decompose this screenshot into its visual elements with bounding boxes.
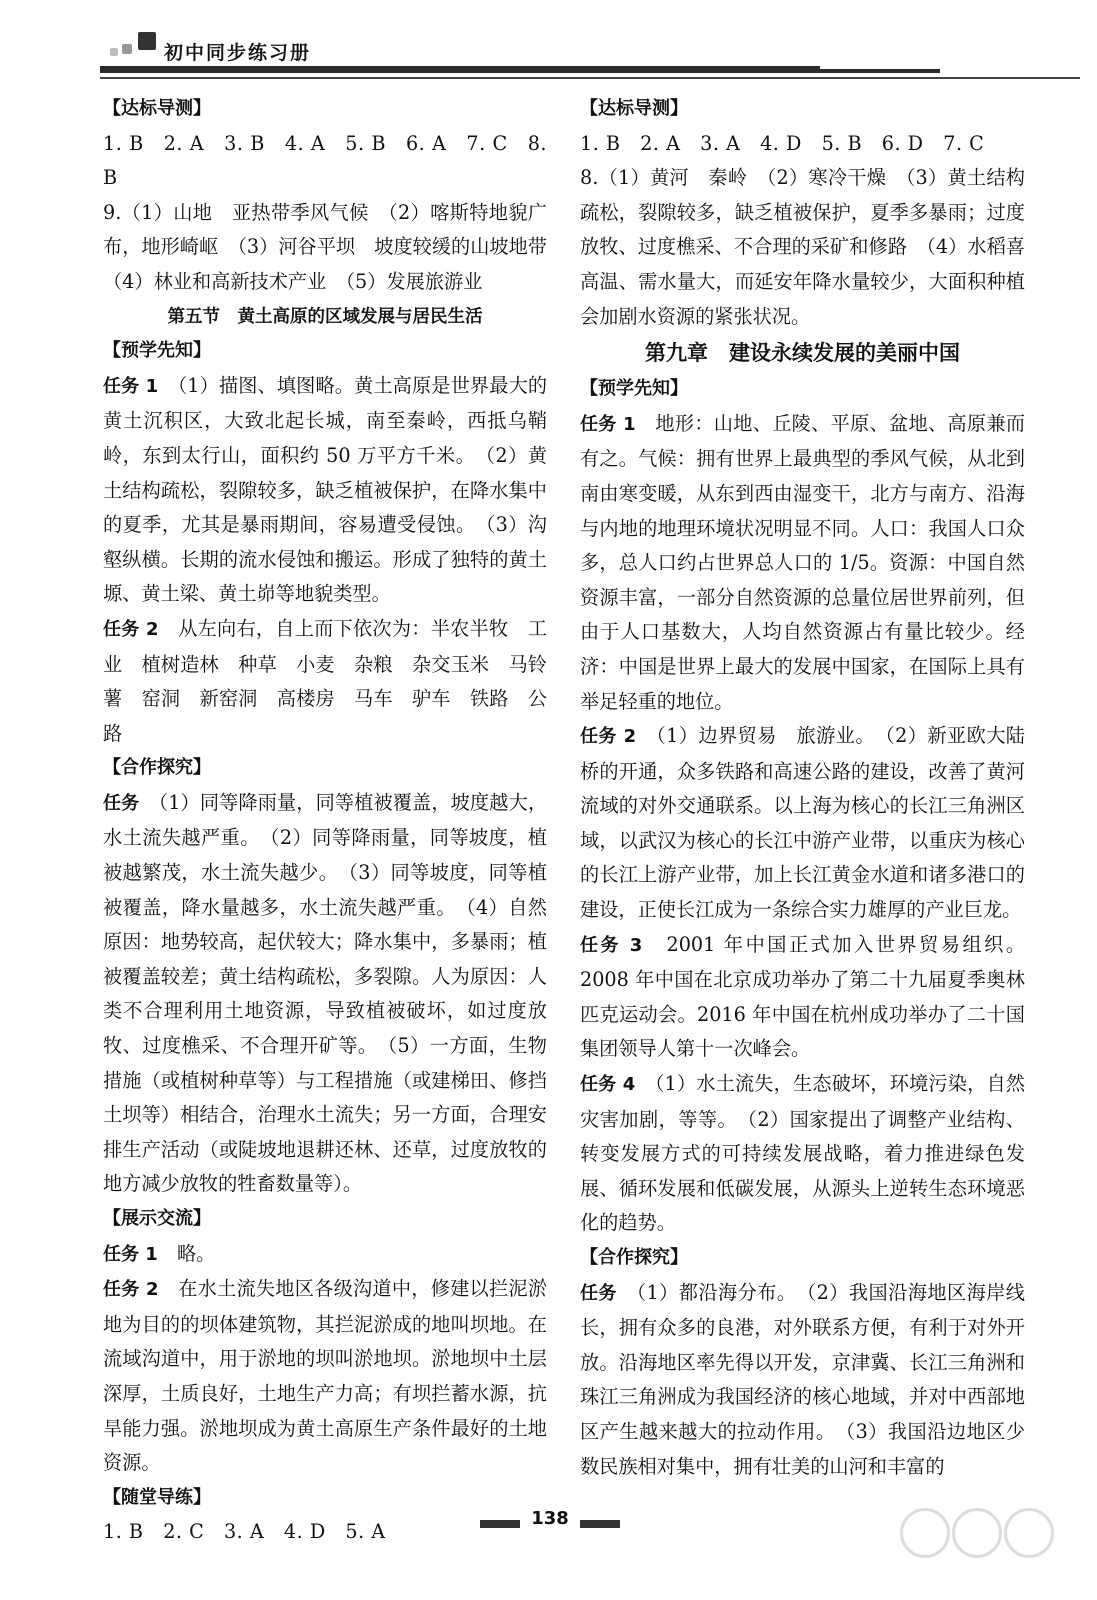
task-paragraph [103,786,547,1202]
page-footer [480,1506,620,1542]
task-paragraph [103,1272,547,1481]
book-title: 初中同步练习册 [164,42,312,64]
task-text: （1）描图、填图略。黄土高原是世界最大的黄土沉积区，大致北起长城，南至秦岭，西抵乌鞘岭，东到太行山，面积约 50 万平方千米。 （2）黄土结构疏松，裂隙较多，缺乏植被保护，在降水集中的夏季，尤其是暴雨期间，容易遭受侵蚀。 （3）沟壑纵横。长期的流水侵蚀和搬运。形成了独特的黄土塬、黄土梁、黄土峁等地貌类型。 [103,373,548,606]
task-text: （1）边界贸易 旅游业。 （2）新亚欧大陆桥的开通，众多铁路和高速公路的建设，改善了黄河流域的对外交通联系。以上海为核心的长江三角洲区域，以武汉为核心的长江中游产业带，以重庆为核心的长江上游产业带，加上长江黄金水道和诸多港口的建设，正使长江成为一条综合实力雄厚的产业巨龙。 [580,724,1025,922]
header-decoration [122,44,132,54]
task-paragraph [580,1276,1025,1485]
page-number: 138 [531,1508,569,1529]
task-text: 在水土流失地区各级沟道中，修建以拦泥淤地为目的的坝体建筑物，其拦泥淤成的地叫坝地。在流域沟道中，用于淤地的坝叫淤地坝。淤地坝中土层深厚，土质良好，土地生产力高；有坝拦蓄水源，抗旱能力强。淤地坝成为黄土高原生产条件最好的土地资源。 [103,1277,548,1475]
header-decoration [110,48,118,56]
task-tag: 任务 2 [103,1279,159,1301]
task-paragraph [580,719,1025,928]
task-text: 略。 [176,1241,216,1265]
header-rule [100,66,820,73]
task-tag: 任务 1 [580,413,636,435]
chapter-title: 第九章 建设永续发展的美丽中国 [645,341,960,366]
task-tag: 任务 1 [103,375,159,397]
section-label: 【达标导测】 [580,98,688,119]
task-text: （1）同等降雨量，同等植被覆盖，坡度越大，水土流失越严重。 （2）同等降雨量，同等坡度，植被越繁茂，水土流失越少。 （3）同等坡度，同等植被覆盖，降水量越多，水土流失越严重。 （4）自然原因：地势较高，起伏较大；降水集中，多暴雨；植被覆盖较差；黄土结构疏松，多裂隙。人为原因：人类不合理利用土地资源，导致植被破坏，如过度放牧、过度樵采、不合理开矿等。 （5）一方面，生物措施（或植树种草等）与工程措施（或建梯田、修挡土坝等）相结合，治理水土流失；另一方面，合理安排生产活动（或陡坡地退耕还林、还草，过度放牧的地方减少放牧的牲畜数量等）。 [103,790,548,1196]
section-label: 【达标导测】 [103,98,211,119]
task-tag: 任务 [103,792,140,814]
header-rule [820,69,940,73]
task-tag: 任务 2 [103,618,159,640]
task-paragraph [103,1237,547,1273]
task-tag: 任务 4 [580,1074,636,1096]
footer-decoration [480,1520,520,1528]
task-paragraph [103,369,547,612]
page-header [100,26,1080,86]
task-paragraph [580,407,1025,719]
task-text: （1）水土流失，生态破坏，环境污染，自然灾害加剧，等等。 （2）国家提出了调整产业结构、转变发展方式的可持续发展战略，着力推进绿色发展、循环发展和低碳发展，从源头上逆转生态环境恶化的趋势。 [580,1072,1026,1235]
task-tag: 任务 [580,1282,617,1304]
task-text: 地形：山地、丘陵、平原、盆地、高原兼而有之。气候：拥有世界上最典型的季风气候，从北到南由寒变暖，从东到西由湿变干，北方与南方、沿海与内地的地理环境状况明显不同。人口：我国人口众多，总人口约占世界总人口的 1/5。资源：中国自然资源丰富，一部分自然资源的总量位居世界前列，但由于人口基数大，人均自然资源占有量比较少。经济：中国是世界上最大的发展中国家，在国际上具有举足轻重的地位。 [580,411,1026,713]
task-text: 从左向右，自上而下依次为：半农半牧 工业 植树造林 种草 小麦 杂粮 杂交玉米 马铃薯 窑洞 新窑洞 高楼房 马车 驴车 铁路 公路 [103,616,548,745]
answer-paragraph: 8.（1）黄河 秦岭 （2）寒冷干燥 （3）黄土结构疏松，裂隙较多，缺乏植被保护，夏季多暴雨；过度放牧、过度樵采、不合理的采矿和修路 （4）水稻喜高温、需水量大，而延安年降水量较少，大面积种植会加剧水资源的紧张状况。 [580,166,1025,328]
section-label: 【预学先知】 [103,340,211,362]
section-label: 【合作探究】 [580,1247,688,1268]
task-paragraph [580,928,1025,1067]
section-label: 【预学先知】 [580,378,688,400]
task-tag: 任务 2 [580,726,637,748]
right-column [580,92,1025,1484]
answer-line: 1. B 2. A 3. A 4. D 5. B 6. D 7. C [580,131,985,155]
section-label: 【随堂导练】 [103,1486,211,1508]
header-decoration [138,32,156,50]
task-text: 2001 年中国正式加入世界贸易组织。2008 年中国在北京成功举办了第二十九届夏季奥林匹克运动会。2016 年中国在杭州成功举办了二十国集团领导人第十一次峰会。 [580,932,1026,1061]
task-paragraph [580,1067,1025,1241]
task-text: （1）都沿海分布。 （2）我国沿海地区海岸线长，拥有众多的良港，对外联系方便，有利于对外开放。沿海地区率先得以开发，京津冀、长江三角洲和珠江三角洲成为我国经济的核心地域，并对中西部地区产生越来越大的拉动作用。 （3）我国沿边地区少数民族相对集中，拥有壮美的山河和丰富的 [580,1280,1025,1478]
task-tag: 任务 1 [103,1243,158,1265]
task-tag: 任务 3 [580,934,643,956]
task-paragraph [103,612,547,751]
header-rule [100,77,1080,79]
section-label: 【展示交流】 [103,1208,211,1229]
answer-paragraph: 9.（1）山地 亚热带季风气候 （2）喀斯特地貌广布，地形崎岖 （3）河谷平坝 坡度较缓的山坡地带 （4）林业和高新技术产业 （5）发展旅游业 [103,200,567,293]
answer-line: 1. B 2. A 3. B 4. A 5. B 6. A 7. C 8. B [103,131,547,190]
section-label: 【合作探究】 [103,757,211,779]
watermark-logo [890,1500,1070,1590]
answer-line: 1. B 2. C 3. A 4. D 5. A [103,1520,386,1544]
section-title: 第五节 黄土高原的区域发展与居民生活 [167,306,483,327]
footer-decoration [580,1520,620,1528]
